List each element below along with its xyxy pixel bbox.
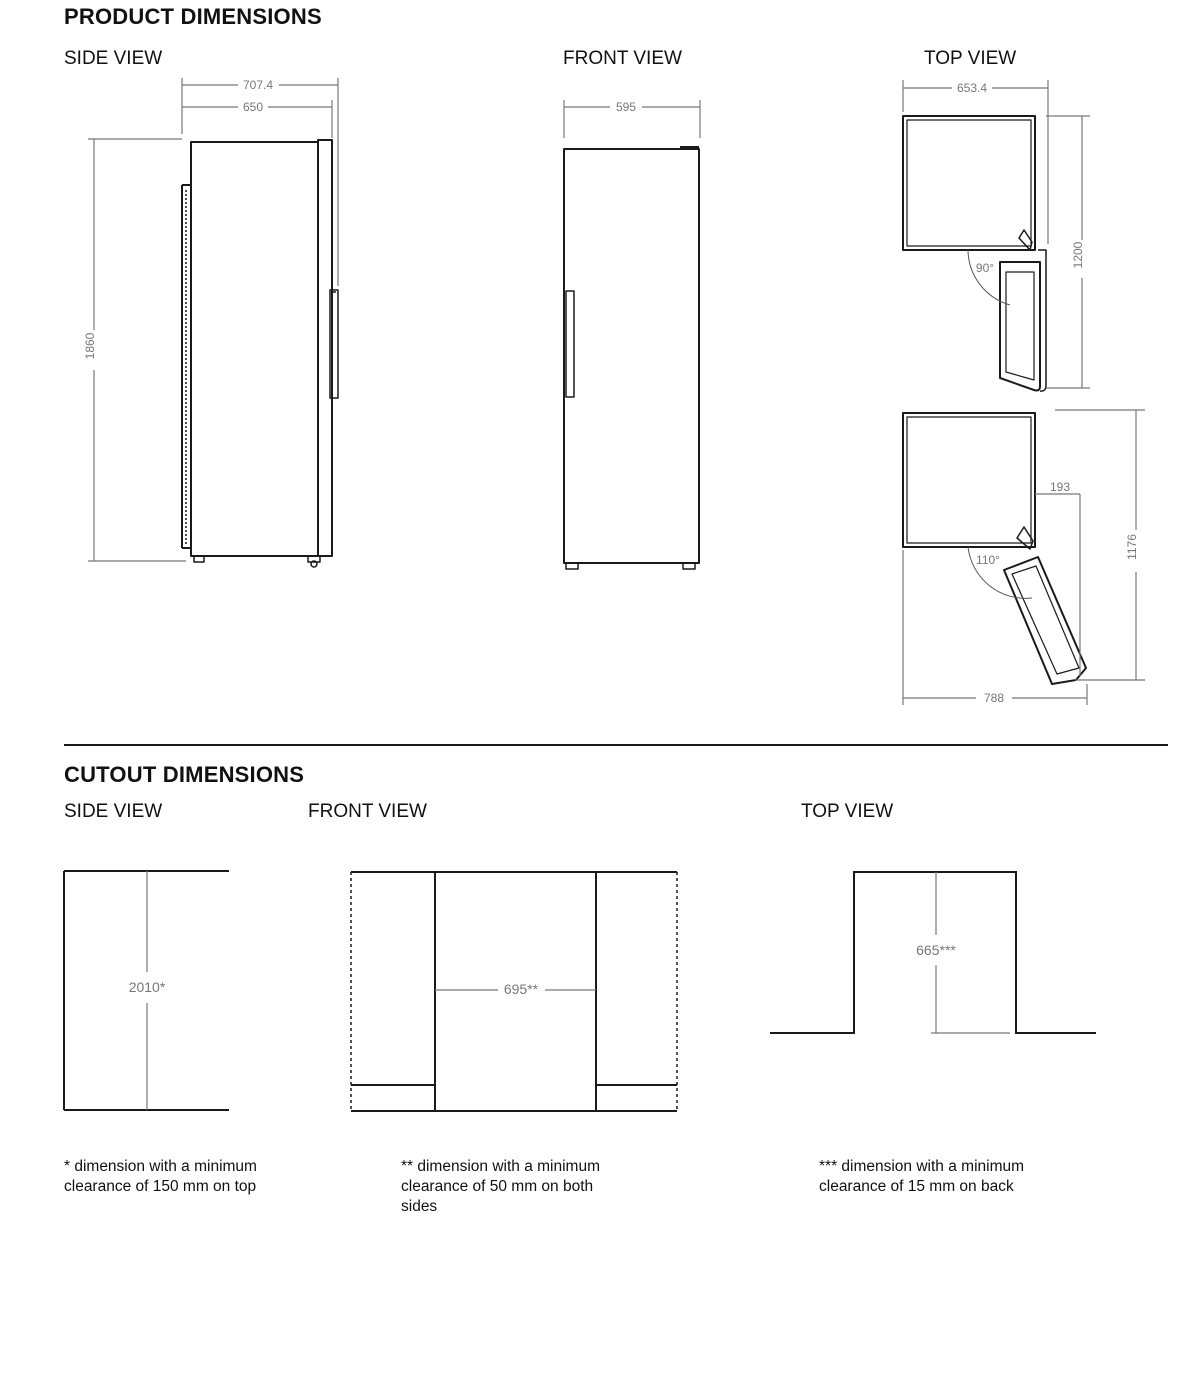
dim-top-depth-110: 1176 [1125, 534, 1139, 560]
product-top-view-110-drawing [903, 413, 1086, 684]
product-dimensions-title: PRODUCT DIMENSIONS [64, 4, 322, 29]
cutout-front-note: ** dimension with a minimum clearance of 50 mm on both sides [401, 1158, 600, 1215]
product-top-view-90-drawing [903, 116, 1046, 391]
dim-top-depth-90: 1200 [1071, 241, 1085, 269]
dim-top-angle-90: 90° [975, 261, 995, 275]
dim-side-depth-body: 650 [242, 100, 264, 114]
cutout-front-view-label: FRONT VIEW [308, 801, 427, 822]
cutout-side-view-label: SIDE VIEW [64, 801, 163, 822]
product-side-view-label: SIDE VIEW [64, 48, 163, 69]
dim-side-height: 1860 [83, 332, 97, 360]
cutout-dimensions-title: CUTOUT DIMENSIONS [64, 762, 305, 787]
dim-cutout-depth: 665*** [916, 942, 956, 958]
dim-front-width: 595 [615, 100, 637, 114]
cutout-top-view-label: TOP VIEW [801, 801, 894, 822]
dim-top-door-offset: 193 [1049, 480, 1071, 494]
dim-cutout-height: 2010* [128, 979, 166, 995]
dim-side-depth-overall: 707.4 [242, 78, 274, 92]
dim-cutout-width: 695** [503, 981, 539, 997]
dim-top-width: 653.4 [956, 81, 988, 95]
dim-top-width-110: 788 [983, 691, 1005, 705]
cutout-side-note: * dimension with a minimum clearance of 150 mm on top [64, 1158, 257, 1195]
product-top-view-label: TOP VIEW [924, 48, 1017, 69]
cutout-top-note: *** dimension with a minimum clearance of 15 mm on back [819, 1158, 1025, 1195]
dim-top-angle-110: 110° [976, 553, 1000, 567]
product-front-view-drawing [564, 147, 699, 569]
product-side-view-drawing [182, 140, 338, 567]
product-front-view-label: FRONT VIEW [563, 48, 682, 69]
